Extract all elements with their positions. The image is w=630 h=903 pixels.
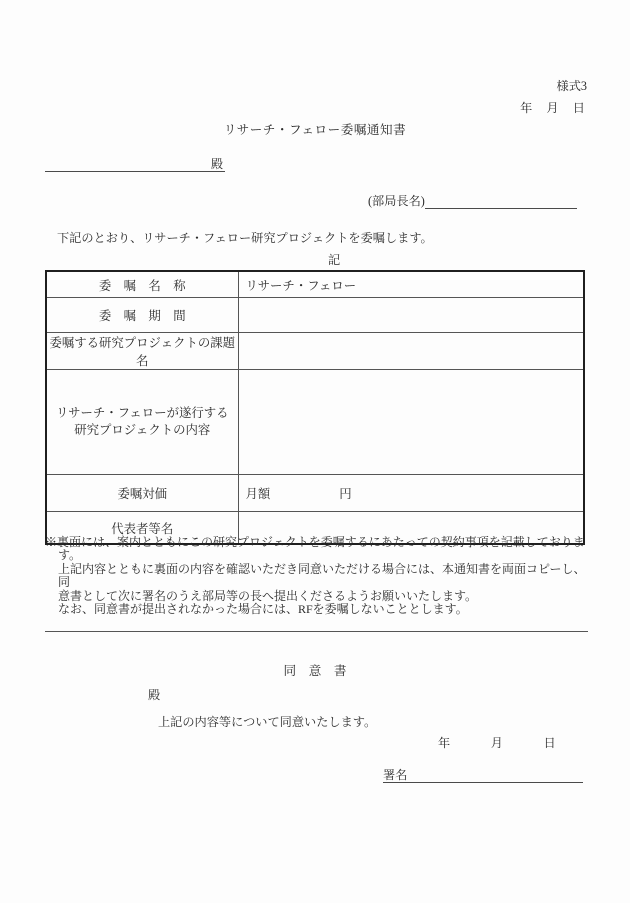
table-row-commission-period: [46, 298, 584, 333]
row-label: 委 嘱 名 称: [46, 271, 238, 298]
consent-addressee-honorific: 殿: [148, 688, 161, 702]
form-code: 様式3: [556, 79, 587, 93]
row-label: 委 嘱 期 間: [46, 298, 238, 333]
record-marker: 記: [328, 253, 341, 267]
table-row-project-title: [46, 333, 584, 370]
header-date: 年 月 日: [520, 101, 586, 115]
table-row-project-content: [46, 370, 584, 475]
addressee-blank-line: [45, 155, 225, 172]
row-label: [46, 370, 238, 475]
row-value: [238, 333, 584, 370]
note-line: なお、同意書が提出されなかった場合には、RFを委嘱しないこととします。: [58, 602, 468, 617]
signature-label: 署名: [383, 768, 408, 782]
consent-statement: 上記の内容等について同意いたします。: [158, 715, 377, 729]
commission-table: [45, 270, 585, 545]
consent-date-line: 年 月 日: [438, 736, 557, 750]
document-title: リサーチ・フェロー委嘱通知書: [223, 123, 407, 137]
consent-title: 同 意 書: [283, 664, 347, 678]
sender-line: [368, 192, 577, 206]
row-label: 委嘱対価: [46, 475, 238, 512]
yen-suffix: 円: [339, 487, 352, 501]
intro-text: 下記のとおり、リサーチ・フェロー研究プロジェクトを委嘱します。: [57, 231, 433, 245]
row-label: 委嘱する研究プロジェクトの課題名: [46, 333, 238, 370]
section-divider: [45, 631, 588, 632]
addressee-honorific: 殿: [210, 157, 223, 171]
note-line: 上記内容とともに裏面の内容を確認いただき同意いただける場合には、本通知書を両面コピーし、同: [58, 561, 586, 590]
sender-name-blank: [425, 195, 577, 209]
sender-label: (部局長名): [368, 194, 425, 208]
notes-block: [45, 536, 593, 616]
row-value: リサーチ・フェロー: [238, 271, 584, 298]
monthly-amount-prefix: 月額: [245, 487, 271, 501]
row-value: [238, 370, 584, 475]
table-row-compensation: [46, 475, 584, 512]
row-value: [238, 475, 584, 512]
row-label: 代表者等名: [46, 512, 238, 545]
note-line: 意書として次に署名のうえ部局等の長へ提出くださるようお願いいたします。: [58, 588, 478, 603]
note-line: す。: [58, 548, 82, 563]
table-row-commission-name: [46, 271, 584, 298]
note-line: ※裏面には、案内とともにこの研究プロジェクトを委嘱するにあたっての契約事項を記載しておりま: [45, 535, 585, 549]
signature-blank-line: [383, 766, 583, 783]
row-value: [238, 298, 584, 333]
row-label-line2: 研究プロジェクトの内容: [74, 423, 211, 437]
row-label-line1: リサーチ・フェローが遂行する: [55, 405, 229, 420]
